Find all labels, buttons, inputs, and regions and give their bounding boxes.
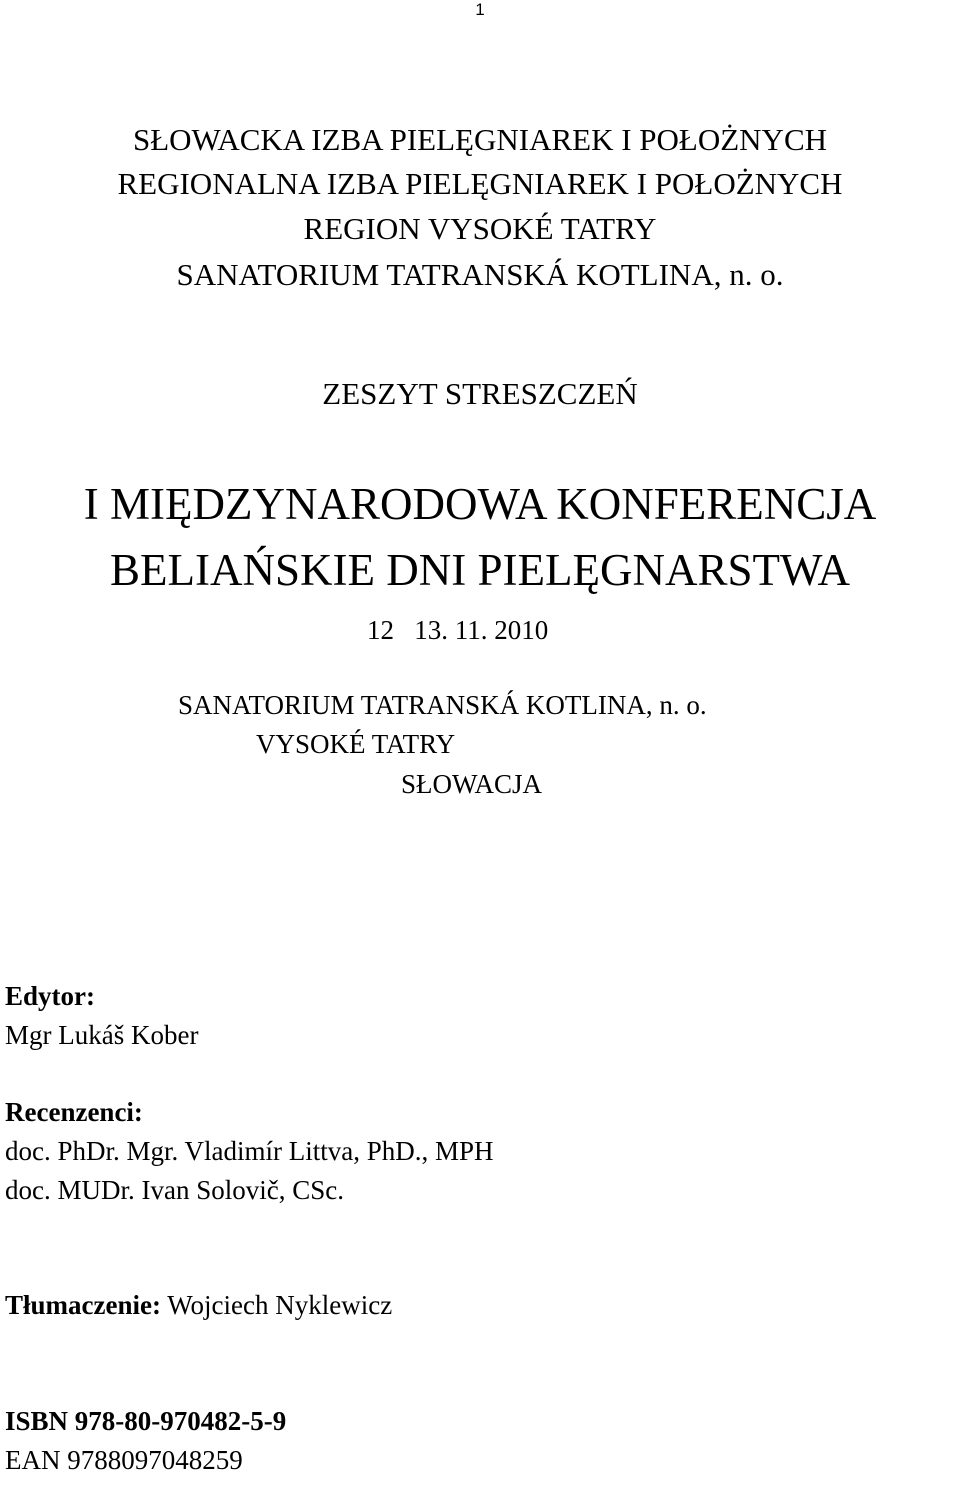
venue-line-3: SŁOWACJA — [401, 769, 543, 799]
ean: EAN 9788097048259 — [5, 1445, 243, 1475]
reviewer-name: doc. MUDr. Ivan Solovič, CSc. — [5, 1175, 344, 1205]
page-number: 1 — [475, 0, 485, 19]
venue-line-1: SANATORIUM TATRANSKÁ KOTLINA, n. o. — [178, 690, 707, 720]
organizer-line-2: REGIONALNA IZBA PIELĘGNIAREK I POŁOŻNYCH — [117, 166, 843, 201]
venue-line-2: VYSOKÉ TATRY — [256, 729, 456, 759]
reviewers-label: Recenzenci: — [5, 1097, 143, 1127]
booklet-title: ZESZYT STRESZCZEŃ — [322, 376, 638, 411]
organizer-line-1: SŁOWACKA IZBA PIELĘGNIAREK I POŁOŻNYCH — [132, 122, 828, 157]
organizer-line-4: SANATORIUM TATRANSKÁ KOTLINA, n. o. — [176, 257, 784, 292]
translation-line — [5, 1287, 392, 1323]
conference-title-line-2: BELIAŃSKIE DNI PIELĘGNARSTWA — [110, 545, 850, 595]
conference-dates: 12 13. 11. 2010 — [367, 615, 549, 645]
translator-name: Wojciech Nyklewicz — [167, 1290, 393, 1320]
isbn: ISBN 978-80-970482-5-9 — [5, 1406, 287, 1436]
conference-title-line-1: I MIĘDZYNARODOWA KONFERENCJA — [83, 479, 877, 529]
editor-label: Edytor: — [5, 981, 95, 1011]
reviewer-name: doc. PhDr. Mgr. Vladimír Littva, PhD., MPH — [5, 1136, 494, 1166]
organizer-line-3: REGION VYSOKÉ TATRY — [303, 211, 657, 246]
editor-name: Mgr Lukáš Kober — [5, 1020, 199, 1050]
translation-label: Tłumaczenie: — [5, 1290, 161, 1320]
